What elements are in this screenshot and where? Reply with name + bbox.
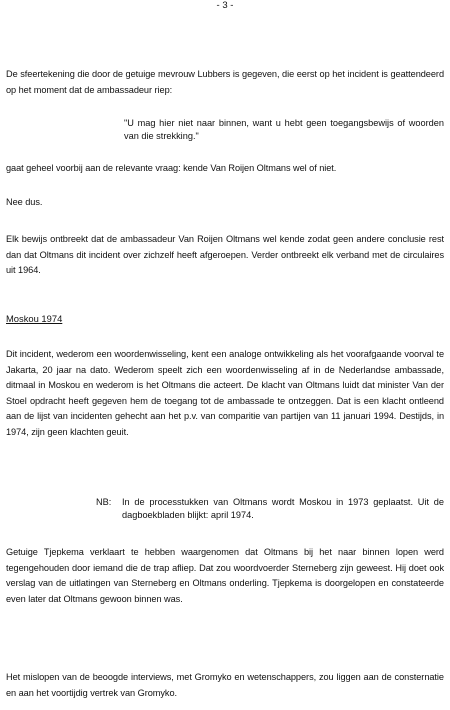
- page-number: - 3 -: [216, 0, 234, 11]
- quoted-statement: "U mag hier niet naar binnen, want u hebt geen toegangsbewijs of woorden van die strekking.": [124, 118, 444, 141]
- paragraph-getuige-tjepkema: Getuige Tjepkema verklaart te hebben waargenomen dat Oltmans bij het naar binnen lopen werd tegengehouden door iemand die de trap afliep. Dat zou woordvoerder Sterneberg zijn geweest. Hij doet ook verslag van de uitlatingen van Sterneberg en Oltmans onderling. Tjepkema is doorgelopen en constateerde even later dat Oltmans gewoon binnen was.: [6, 547, 444, 604]
- nb-label: NB:: [96, 497, 112, 507]
- paragraph-relevante-vraag: gaat geheel voorbij aan de relevante vraag: kende Van Roijen Oltmans wel of niet.: [6, 163, 337, 173]
- paragraph-mislopen-interviews: Het mislopen van de beoogde interviews, met Gromyko en wetenschappers, zou liggen aan de consternatie en aan het voortijdig vertrek van Gromyko.: [6, 672, 444, 698]
- nb-note: [96, 496, 444, 521]
- paragraph-moskou-incident: Dit incident, wederom een woordenwisseling, kent een analoge ontwikkeling als het voorafgaande voorval te Jakarta, 20 jaar na dato. Wederom speelt zich een woordenwisseling af in de Nederlandse ambassade, ditmaal in Moskou en wederom is het Oltmans die acteert. De klacht van Oltmans luidt dat minister Van der Stoel opdracht heeft gegeven hem de toegang tot de ambassade te ontzeggen. Dat is een klacht ontleend aan de lijst van incidenten gehecht aan het p.v. van comparitie van partijen van 11 januari 1994. Destijds, in 1974, zijn geen klachten geuit.: [6, 349, 444, 437]
- paragraph-bewijs-ontbreekt: Elk bewijs ontbreekt dat de ambassadeur Van Roijen Oltmans wel kende zodat geen andere conclusie rest dan dat Oltmans dit incident over zichzelf heeft afgeroepen. Verder ontbreekt elk verband met de circulaires uit 1964.: [6, 234, 444, 276]
- section-heading-moskou-1974: Moskou 1974: [6, 313, 63, 324]
- paragraph-nee-dus: Nee dus.: [6, 197, 43, 207]
- nb-text: In de processtukken van Oltmans wordt Moskou in 1973 geplaatst. Uit de dagboekbladen blijkt: april 1974.: [122, 497, 444, 520]
- paragraph-sfeertekening: De sfeertekening die door de getuige mevrouw Lubbers is gegeven, die eerst op het incident is geattendeerd op het moment dat de ambassadeur riep:: [6, 69, 444, 95]
